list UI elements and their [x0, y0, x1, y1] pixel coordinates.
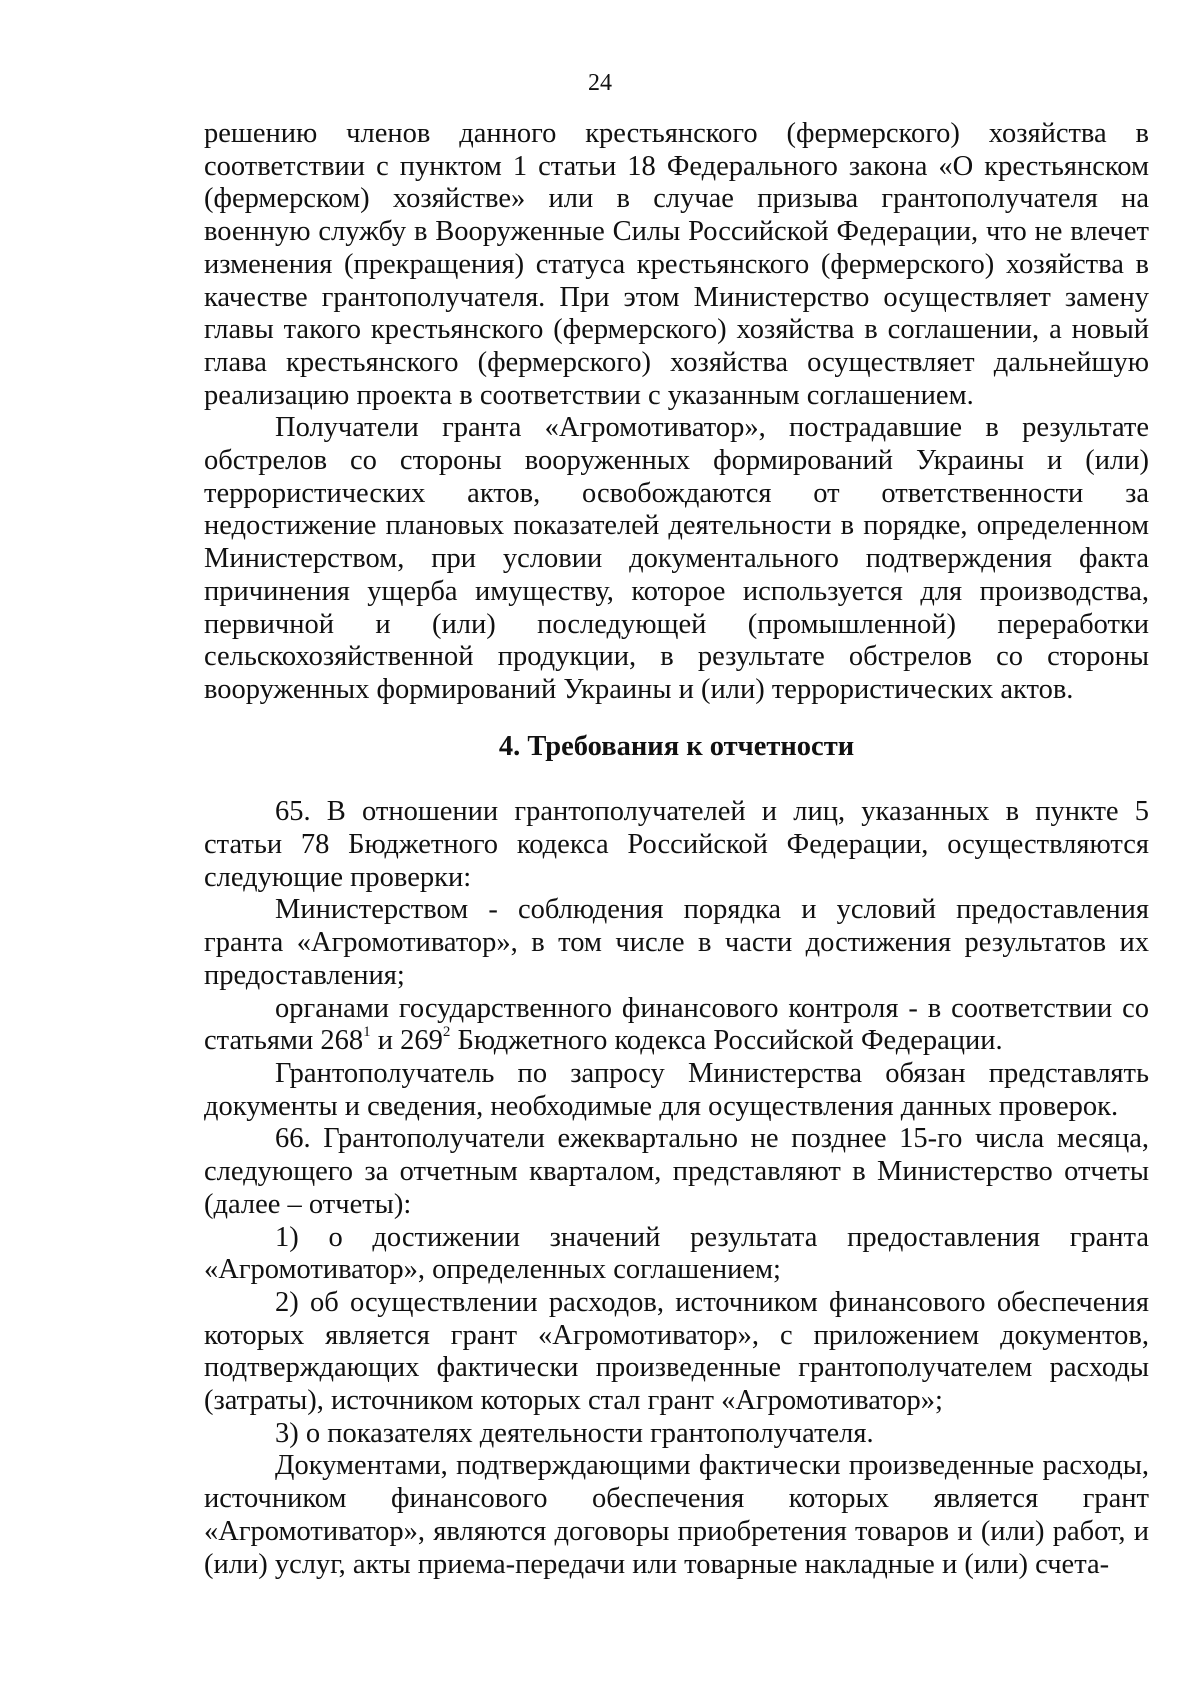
paragraph-control-check	[204, 993, 1149, 1058]
list-item-1: 1) о достижении значений результата предоставления гранта «Агромотиватор», определенных соглашением;	[204, 1221, 1149, 1286]
superscript-2: 2	[442, 1024, 451, 1041]
list-item-3: 3) о показателях деятельности грантополучателя.	[275, 1417, 874, 1449]
section-heading: 4. Требования к отчетности	[498, 730, 855, 762]
page-number: 24	[588, 70, 612, 96]
paragraph-grantee-duty: Грантополучатель по запросу Министерства обязан представлять документы и сведения, необходимые для осуществления данных проверок.	[204, 1057, 1149, 1122]
list-item-2: 2) об осуществлении расходов, источником финансового обеспечения которых является грант «Агромотиватор», с приложением документов, подтверждающих фактически произведенные грантополучателем расходы (затраты), источником которых стал грант «Агромотиватор»;	[204, 1286, 1149, 1417]
control-check-text-2: и 269	[370, 1025, 443, 1057]
superscript-1: 1	[363, 1024, 371, 1041]
paragraph-ministry-check: Министерством - соблюдения порядка и условий предоставления гранта «Агромотиватор», в том числе в части достижения результатов их предоставления;	[204, 894, 1149, 991]
paragraph-continuation: решению членов данного крестьянского (фермерского) хозяйства в соответствии с пунктом 1 статьи 18 Федерального закона «О крестьянском (фермерском) хозяйстве» или в случае призыва грантополучателя на военную службу в Вооруженные Силы Российской Федерации, что не влечет изменения (прекращения) статуса крестьянского (фермерского) хозяйства в качестве грантополучателя. При этом Министерство осуществляет замену главы такого крестьянского (фермерского) хозяйства в соглашении, а новый глава крестьянского (фермерского) хозяйства осуществляет дальнейшую реализацию проекта в соответствии с указанным соглашением.	[204, 118, 1149, 411]
control-check-text-3: Бюджетного кодекса Российской Федерации.	[450, 1025, 1003, 1057]
paragraph-documents: Документами, подтверждающими фактически произведенные расходы, источником финансового обеспечения которых является грант «Агромотиватор», являются договоры приобретения товаров и (или) работ, и (или) услуг, акты приема-передачи или товарные накладные и (или) счета-	[204, 1450, 1149, 1580]
control-check-text-1: органами государственного финансового контроля - в соответствии со статьями 268	[204, 992, 1149, 1057]
document-body	[204, 118, 1149, 1581]
paragraph-65: 65. В отношении грантополучателей и лиц, указанных в пункте 5 статьи 78 Бюджетного кодекса Российской Федерации, осуществляются следующие проверки:	[204, 796, 1149, 893]
paragraph-66: 66. Грантополучатели ежеквартально не позднее 15-го числа месяца, следующего за отчетным кварталом, представляют в Министерство отчеты (далее – отчеты):	[204, 1123, 1149, 1220]
paragraph-agromotivator-exemption: Получатели гранта «Агромотиватор», пострадавшие в результате обстрелов со стороны вооруженных формирований Украины и (или) террористических актов, освобождаются от ответственности за недостижение плановых показателей деятельности в порядке, определенном Министерством, при условии документального подтверждения факта причинения ущерба имуществу, которое используется для производства, первичной и (или) последующей (промышленной) переработки сельскохозяйственной продукции, в результате обстрелов со стороны вооруженных формирований Украины и (или) террористических актов.	[204, 412, 1149, 705]
